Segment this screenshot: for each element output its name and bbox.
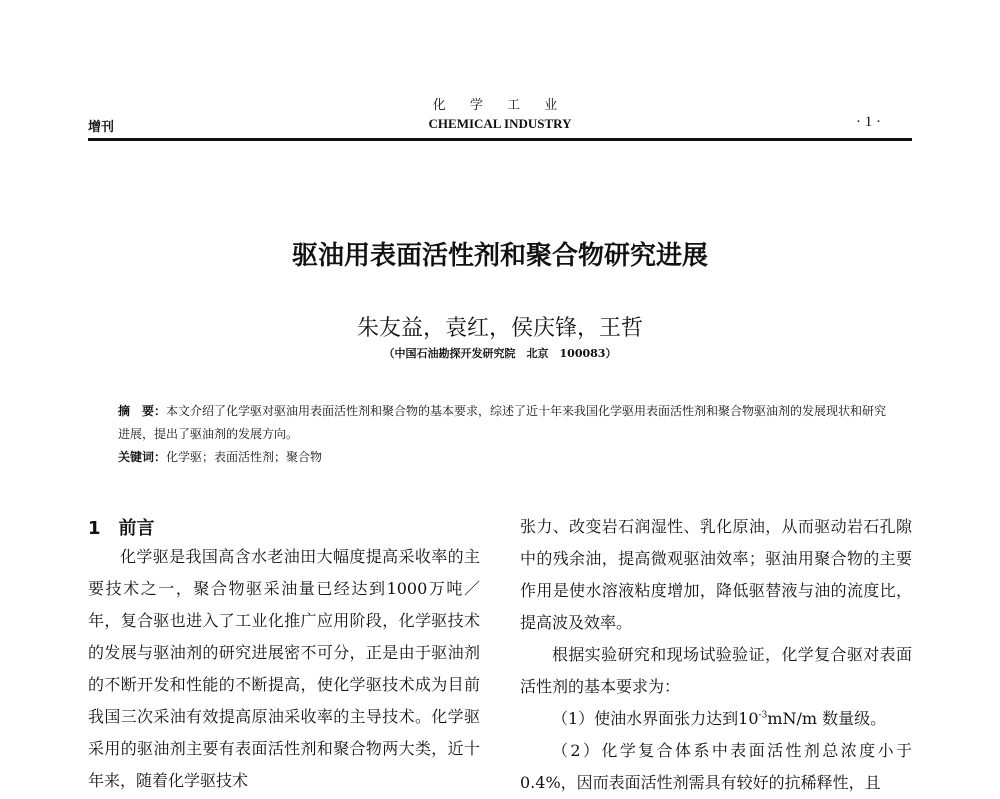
affiliation: （中国石油勘探开发研究院 北京 100083）	[383, 347, 617, 360]
keywords-paragraph	[118, 446, 888, 469]
body-column-right	[520, 511, 912, 799]
keywords-text: 化学驱；表面活性剂；聚合物	[166, 450, 323, 464]
intro-paragraph: 化学驱是我国高含水老油田大幅度提高采收率的主要技术之一，聚合物驱采油量已经达到1000万吨／年，复合驱也进入了工业化推广应用阶段，化学驱技术的发展与驱油剂的研究进展密不可分，正是由于驱油剂的不断开发和性能的不断提高，使化学驱技术成为目前我国三次采油有效提高原油采收率的主导技术。化学驱采用的驱油剂主要有表面活性剂和聚合物两大类，近十年来，随着化学驱技术	[88, 547, 480, 790]
section-heading: 1 前言	[88, 518, 155, 539]
continued-paragraph: 张力、改变岩石润湿性、乳化原油，从而驱动岩石孔隙中的残余油，提高微观驱油效率；驱油用聚合物的主要作用是使水溶液粘度增加，降低驱替液与油的流度比，提高波及效率。	[520, 517, 912, 632]
abstract-text: 本文介绍了化学驱对驱油用表面活性剂和聚合物的基本要求，综述了近十年来我国化学驱用表面活性剂和聚合物驱油剂的发展现状和研究进展，提出了驱油剂的发展方向。	[118, 404, 887, 441]
body-column-left	[88, 541, 480, 797]
author-list: 朱友益，袁红，侯庆锋，王哲	[356, 316, 643, 341]
item1-exponent: -3	[758, 710, 768, 721]
journal-name-en: CHEMICAL INDUSTRY	[428, 116, 572, 131]
requirement-item-2: （2）化学复合体系中表面活性剂总浓度小于0.4%，因而表面活性剂需具有较好的抗稀释性，且	[520, 741, 912, 792]
abstract-block	[118, 400, 888, 469]
page-number: · 1 ·	[856, 114, 881, 130]
item1-text: （1）使油水界面张力达到10	[552, 709, 759, 728]
keywords-label: 关键词：	[118, 450, 167, 464]
item1-unit: mN/m 数量级。	[767, 709, 887, 728]
journal-name-cn: 化 学 工 业	[432, 98, 568, 113]
requirement-item-1	[520, 703, 912, 735]
issue-label: 增刊	[88, 120, 115, 135]
abstract-label: 摘 要：	[118, 404, 167, 418]
article-title: 驱油用表面活性剂和聚合物研究进展	[291, 241, 708, 271]
abstract-paragraph	[118, 400, 888, 446]
requirements-intro: 根据实验研究和现场试验验证，化学复合驱对表面活性剂的基本要求为：	[520, 645, 912, 696]
header-rule	[88, 138, 912, 141]
